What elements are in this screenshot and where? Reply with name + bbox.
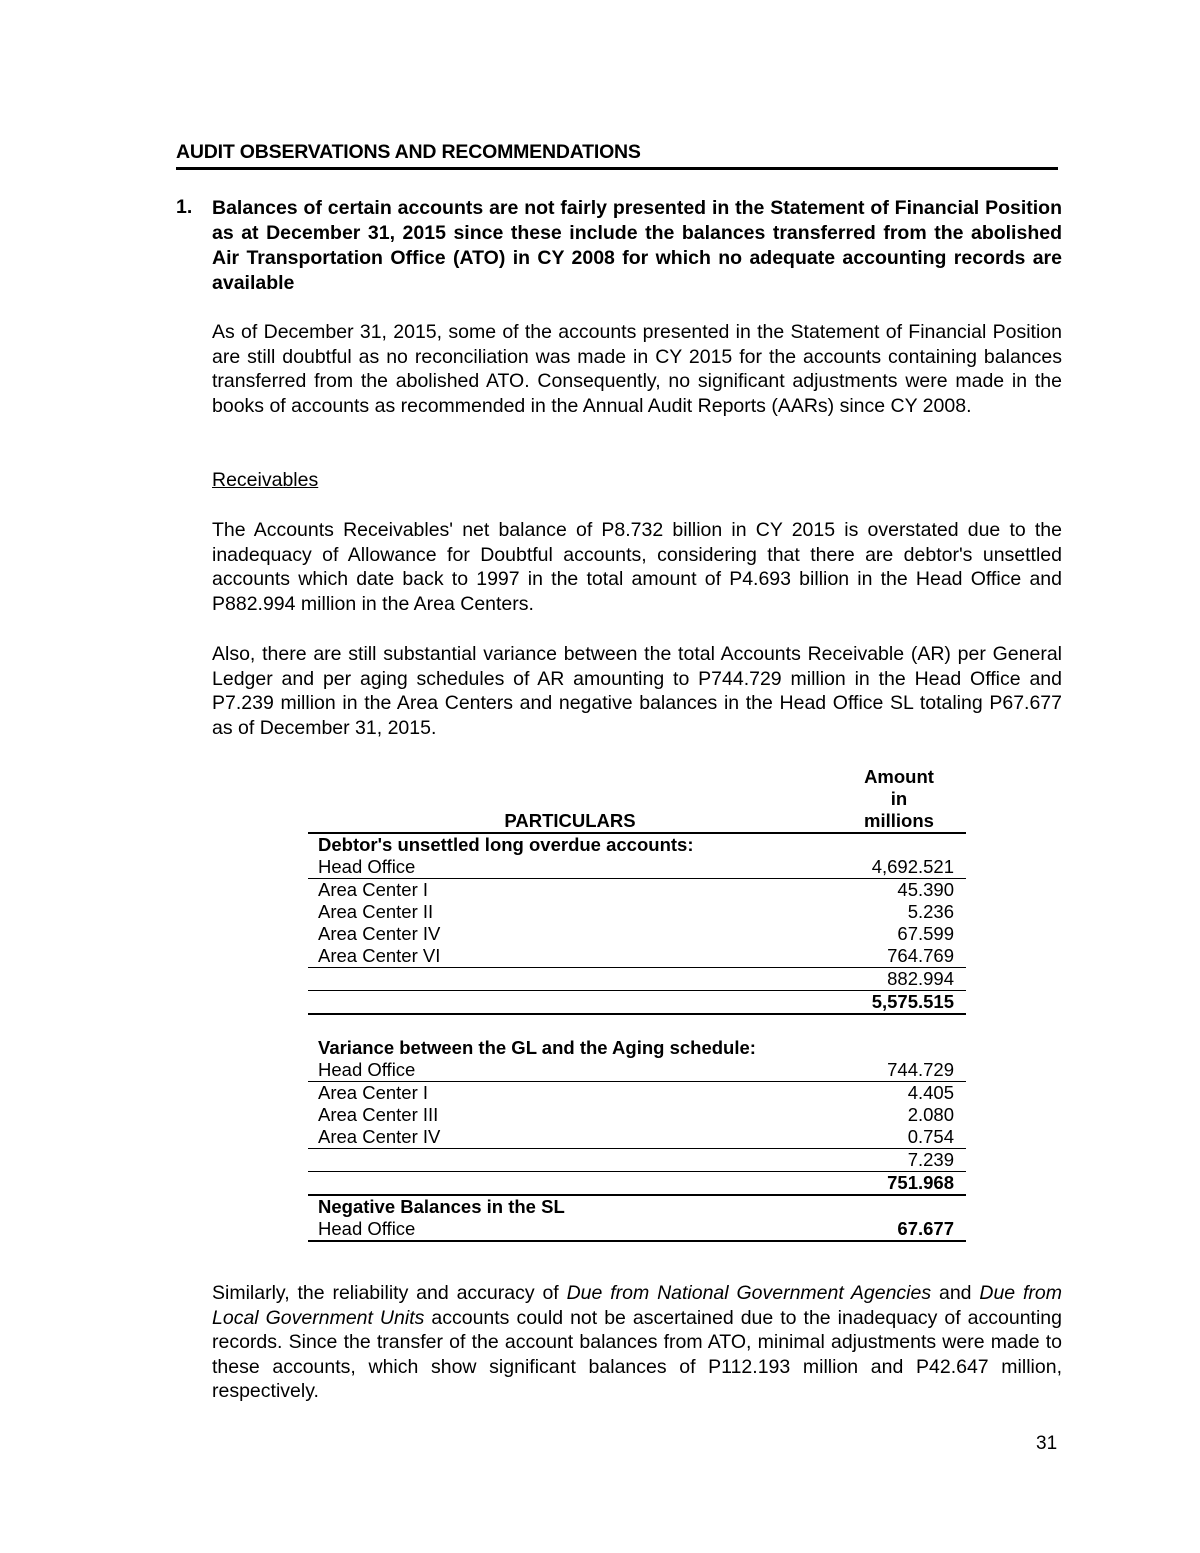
table-row xyxy=(308,1059,966,1082)
column-header-particulars: PARTICULARS xyxy=(308,766,834,833)
total-row xyxy=(308,991,966,1015)
group-heading-negative: Negative Balances in the SL xyxy=(318,1196,565,1217)
finding-title: Balances of certain accounts are not fairly presented in the Statement of Financial Position as at December 31, 2015 since these include the balances transferred from the abolished Air Transportation Office (ATO) in CY 2008 for which no adequate accounting records are available xyxy=(212,197,1062,294)
group-heading-overdue: Debtor's unsettled long overdue accounts: xyxy=(318,834,694,855)
subtotal-row xyxy=(308,1149,966,1172)
row-label: Head Office xyxy=(308,856,834,879)
table-header-row xyxy=(308,766,966,833)
row-amount: 5.236 xyxy=(907,901,954,922)
row-amount: 67.599 xyxy=(897,923,954,944)
row-label: Area Center I xyxy=(318,879,429,900)
finding-heading xyxy=(176,196,1062,296)
row-amount: 764.769 xyxy=(834,945,966,968)
paragraph-receivables: The Accounts Receivables' net balance of P8.732 billion in CY 2015 is overstated due to the inadequacy of Allowance for Doubtful accounts, considering that there are debtor's unsettled accounts which date back to 1997 in the total amount of P4.693 billion in the Head Office and P882.994 million in the Area Centers. xyxy=(212,519,1062,615)
section-title: AUDIT OBSERVATIONS AND RECOMMENDATIONS xyxy=(176,141,1058,170)
paragraph-due-from-agencies: Similarly, the reliability and accuracy of Due from National Government Agencies and Due from Local Government Units accounts could not be ascertained due to the inadequacy of accounting records. Since the transfer of the account balances from ATO, minimal adjustments were made to these accounts, which show significant balances of P112.193 million and P42.647 million, respectively. xyxy=(212,1282,1063,1403)
column-header-amount-line2: in xyxy=(890,788,908,809)
row-amount: 744.729 xyxy=(834,1059,966,1082)
row-label: Head Office xyxy=(308,1059,834,1082)
subtotal-amount: 7.239 xyxy=(834,1149,966,1172)
table-row xyxy=(308,1104,966,1126)
row-amount: 67.677 xyxy=(834,1218,966,1241)
paragraph-overview: As of December 31, 2015, some of the accounts presented in the Statement of Financial Position are still doubtful as no reconciliation was made in CY 2015 for the accounts containing balances transferred from the abolished ATO. Consequently, no significant adjustments were made in the books of accounts as recommended in the Annual Audit Reports (AARs) since CY 2008. xyxy=(212,321,1062,417)
paragraph-variance: Also, there are still substantial variance between the total Accounts Receivable (AR) per General Ledger and per aging schedules of AR amounting to P744.729 million in the Head Office and P7.239 million in the Area Centers and negative balances in the Head Office SL totaling P67.677 as of December 31, 2015. xyxy=(212,643,1062,739)
total-row xyxy=(308,1172,966,1196)
account-name-nga: Due from National Government Agencies xyxy=(566,1282,932,1304)
row-label: Area Center IV xyxy=(318,923,441,944)
table-row xyxy=(308,901,966,923)
subtotal-amount: 882.994 xyxy=(834,968,966,991)
group-heading-row xyxy=(308,1037,966,1059)
row-label: Area Center II xyxy=(318,901,434,922)
receivables-heading: Receivables xyxy=(212,469,319,491)
total-amount: 5,575.515 xyxy=(834,991,966,1015)
row-label: Head Office xyxy=(308,1218,834,1241)
group-heading-row xyxy=(308,833,966,856)
table-row xyxy=(308,856,966,879)
column-header-amount-line3: millions xyxy=(864,810,934,831)
account-name-lgu: Due from Local Government Units xyxy=(212,1282,1063,1329)
table-row xyxy=(308,1126,966,1149)
row-label: Area Center III xyxy=(318,1104,439,1125)
row-amount: 4,692.521 xyxy=(834,856,966,879)
finding-number: 1. xyxy=(176,196,193,218)
column-header-amount xyxy=(834,766,966,833)
group-heading-row xyxy=(308,1195,966,1218)
table-row xyxy=(308,945,966,968)
row-amount: 0.754 xyxy=(834,1126,966,1149)
table-row xyxy=(308,879,966,902)
table-row xyxy=(308,923,966,945)
row-label: Area Center VI xyxy=(308,945,834,968)
page-number: 31 xyxy=(1036,1433,1058,1454)
row-label: Area Center I xyxy=(318,1082,429,1103)
column-header-amount-line1: Amount xyxy=(864,766,934,787)
total-amount: 751.968 xyxy=(834,1172,966,1196)
subtotal-row xyxy=(308,968,966,991)
group-heading-variance: Variance between the GL and the Aging schedule: xyxy=(318,1037,756,1058)
receivables-schedule-table xyxy=(308,766,966,1242)
row-amount: 45.390 xyxy=(897,879,954,900)
row-amount: 4.405 xyxy=(907,1082,954,1103)
row-label: Area Center IV xyxy=(308,1126,834,1149)
row-amount: 2.080 xyxy=(907,1104,954,1125)
table-row xyxy=(308,1218,966,1241)
table-row xyxy=(308,1082,966,1105)
